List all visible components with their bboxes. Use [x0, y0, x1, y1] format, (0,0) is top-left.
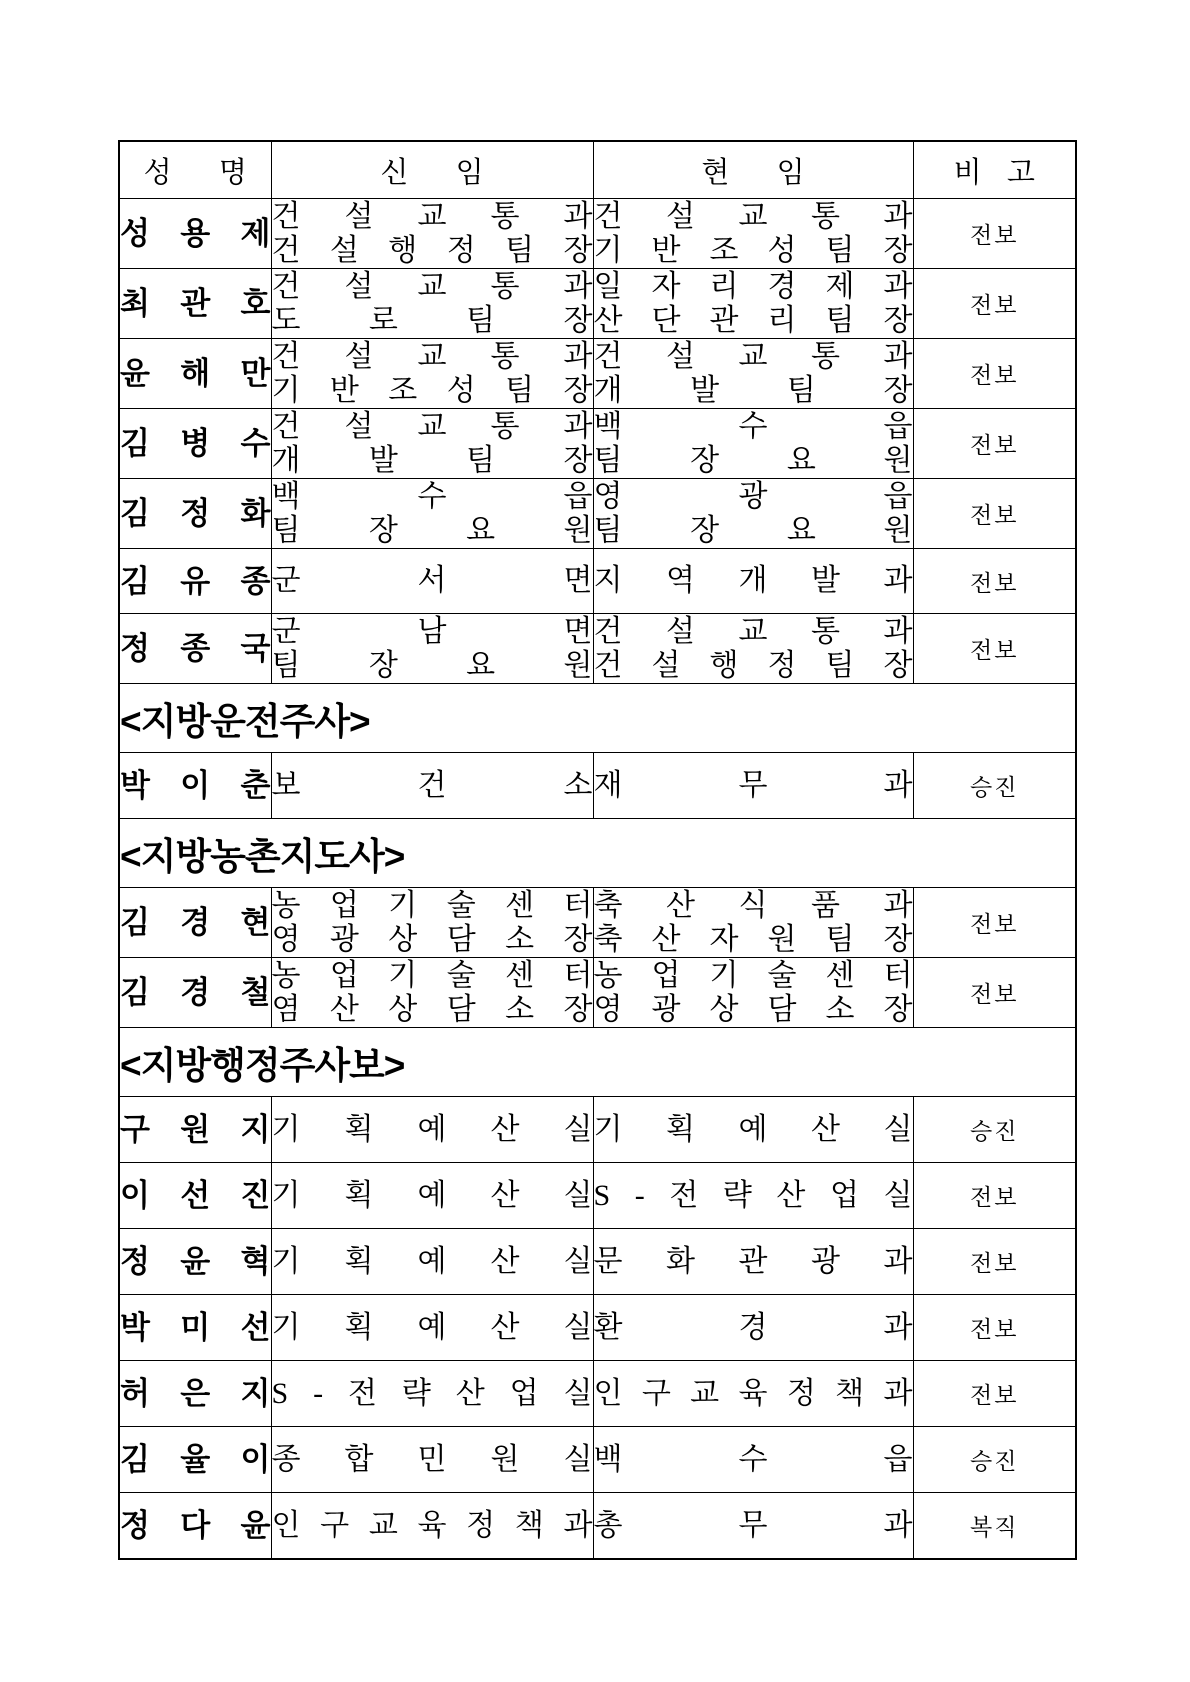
name-text: 김 병 수 [120, 426, 271, 461]
position-line: 건 설 교 통 과 [593, 339, 913, 373]
position-line: 일 자 리 경 제 과 [593, 269, 913, 303]
new-position-cell [271, 199, 593, 269]
table-row [119, 888, 1076, 958]
current-position-cell [593, 958, 913, 1028]
position-line: 기 획 예 산 실 [271, 1178, 593, 1212]
name-cell [119, 888, 271, 958]
name-cell [119, 199, 271, 269]
name-cell [119, 1097, 271, 1163]
remark-cell: 전보 [913, 1361, 1076, 1427]
position-line: 팀 장 요 원 [271, 648, 593, 682]
position-line: 건 설 교 통 과 [593, 199, 913, 233]
position-line: 도 로 팀 장 [271, 303, 593, 337]
position-line: 건 설 교 통 과 [271, 409, 593, 443]
table-row [119, 1493, 1076, 1560]
position-line: 영 광 읍 [593, 479, 913, 513]
position-line: 인 구 교 육 정 책 과 [271, 1508, 593, 1542]
new-position-cell [271, 1295, 593, 1361]
position-line: 농 업 기 술 센 터 [271, 958, 593, 992]
current-position-cell [593, 1361, 913, 1427]
name-text: 정 윤 혁 [120, 1244, 271, 1279]
current-position-cell [593, 409, 913, 479]
name-text: 성 용 제 [120, 216, 271, 251]
new-position-cell [271, 269, 593, 339]
remark-cell: 전보 [913, 199, 1076, 269]
name-cell [119, 269, 271, 339]
position-line: 팀 장 요 원 [593, 443, 913, 477]
position-line: 개 발 팀 장 [593, 373, 913, 407]
current-position-cell [593, 888, 913, 958]
position-line: 기 획 예 산 실 [271, 1310, 593, 1344]
position-line: 영 광 상 담 소 장 [593, 992, 913, 1026]
position-line: 기 반 조 성 팀 장 [593, 233, 913, 267]
position-line: 백 수 읍 [593, 1442, 913, 1476]
position-line: 보 건 소 [271, 768, 593, 802]
new-position-cell [271, 1097, 593, 1163]
name-cell [119, 1229, 271, 1295]
current-position-cell [593, 1493, 913, 1560]
column-header-new-position: 신 임 [271, 141, 593, 199]
column-header-current-position: 현 임 [593, 141, 913, 199]
name-text: 김 경 철 [120, 975, 271, 1010]
remark-cell: 승진 [913, 753, 1076, 819]
section-row [119, 684, 1076, 753]
position-line: 기 획 예 산 실 [271, 1244, 593, 1278]
name-cell [119, 549, 271, 614]
table-row [119, 199, 1076, 269]
section-row [119, 1028, 1076, 1097]
position-line: 개 발 팀 장 [271, 443, 593, 477]
position-line: S - 전 략 산 업 실 [593, 1178, 913, 1212]
column-header-name: 성 명 [119, 141, 271, 199]
position-line: 염 산 상 담 소 장 [271, 992, 593, 1026]
new-position-cell [271, 339, 593, 409]
current-position-cell [593, 269, 913, 339]
current-position-cell [593, 1427, 913, 1493]
remark-cell: 전보 [913, 888, 1076, 958]
position-line: 건 설 교 통 과 [271, 199, 593, 233]
position-line: 축 산 자 원 팀 장 [593, 922, 913, 956]
table-row [119, 269, 1076, 339]
section-row [119, 819, 1076, 888]
name-cell [119, 753, 271, 819]
table-row [119, 479, 1076, 549]
position-line: 환 경 과 [593, 1310, 913, 1344]
name-cell [119, 958, 271, 1028]
column-header-remark: 비 고 [913, 141, 1076, 199]
remark-cell: 복직 [913, 1493, 1076, 1560]
name-cell [119, 1163, 271, 1229]
current-position-cell [593, 339, 913, 409]
section-title: <지방운전주사> [119, 684, 1076, 753]
remark-cell: 전보 [913, 1295, 1076, 1361]
table-row [119, 549, 1076, 614]
position-line: 총 무 과 [593, 1508, 913, 1542]
position-line: S - 전 략 산 업 실 [271, 1376, 593, 1410]
new-position-cell [271, 958, 593, 1028]
remark-cell: 전보 [913, 614, 1076, 684]
position-line: 백 수 읍 [593, 409, 913, 443]
position-line: 영 광 상 담 소 장 [271, 922, 593, 956]
position-line: 건 설 교 통 과 [271, 269, 593, 303]
name-text: 허 은 지 [120, 1376, 271, 1411]
position-line: 인 구 교 육 정 책 과 [593, 1376, 913, 1410]
name-text: 구 원 지 [120, 1112, 271, 1147]
position-line: 농 업 기 술 센 터 [593, 958, 913, 992]
table-row [119, 1163, 1076, 1229]
new-position-cell [271, 888, 593, 958]
name-text: 김 경 현 [120, 905, 271, 940]
remark-cell: 승진 [913, 1427, 1076, 1493]
table-header-row [119, 141, 1076, 199]
current-position-cell [593, 1295, 913, 1361]
position-line: 축 산 식 품 과 [593, 888, 913, 922]
new-position-cell [271, 1493, 593, 1560]
position-line: 건 설 교 통 과 [593, 614, 913, 648]
position-line: 산 단 관 리 팀 장 [593, 303, 913, 337]
new-position-cell [271, 1427, 593, 1493]
position-line: 건 설 행 정 팀 장 [271, 233, 593, 267]
current-position-cell [593, 549, 913, 614]
section-title: <지방행정주사보> [119, 1028, 1076, 1097]
position-line: 재 무 과 [593, 768, 913, 802]
remark-cell: 전보 [913, 479, 1076, 549]
table-row [119, 409, 1076, 479]
table-row [119, 614, 1076, 684]
position-line: 기 반 조 성 팀 장 [271, 373, 593, 407]
position-line: 기 획 예 산 실 [271, 1112, 593, 1146]
new-position-cell [271, 409, 593, 479]
remark-cell: 전보 [913, 339, 1076, 409]
current-position-cell [593, 199, 913, 269]
position-line: 팀 장 요 원 [593, 513, 913, 547]
table-row [119, 1427, 1076, 1493]
current-position-cell [593, 1229, 913, 1295]
position-line: 문 화 관 광 과 [593, 1244, 913, 1278]
name-cell [119, 339, 271, 409]
current-position-cell [593, 753, 913, 819]
remark-cell: 승진 [913, 1097, 1076, 1163]
name-text: 정 다 윤 [120, 1508, 271, 1543]
current-position-cell [593, 614, 913, 684]
name-text: 박 이 춘 [120, 768, 271, 803]
name-cell [119, 1361, 271, 1427]
table-row [119, 1295, 1076, 1361]
name-text: 박 미 선 [120, 1310, 271, 1345]
remark-cell: 전보 [913, 1229, 1076, 1295]
new-position-cell [271, 479, 593, 549]
table-row [119, 1361, 1076, 1427]
table-row [119, 339, 1076, 409]
name-cell [119, 1295, 271, 1361]
name-cell [119, 1427, 271, 1493]
remark-cell: 전보 [913, 958, 1076, 1028]
table-row [119, 753, 1076, 819]
position-line: 지 역 개 발 과 [593, 564, 913, 597]
table-row [119, 1229, 1076, 1295]
position-line: 백 수 읍 [271, 479, 593, 513]
name-text: 정 종 국 [120, 631, 271, 666]
name-text: 김 정 화 [120, 496, 271, 531]
section-title: <지방농촌지도사> [119, 819, 1076, 888]
current-position-cell [593, 1097, 913, 1163]
position-line: 기 획 예 산 실 [593, 1112, 913, 1146]
position-line: 팀 장 요 원 [271, 513, 593, 547]
current-position-cell [593, 479, 913, 549]
name-cell [119, 1493, 271, 1560]
name-cell [119, 479, 271, 549]
new-position-cell [271, 1361, 593, 1427]
position-line: 군 서 면 [271, 564, 593, 597]
position-line: 건 설 행 정 팀 장 [593, 648, 913, 682]
name-cell [119, 409, 271, 479]
current-position-cell [593, 1163, 913, 1229]
remark-cell: 전보 [913, 549, 1076, 614]
new-position-cell [271, 614, 593, 684]
remark-cell: 전보 [913, 269, 1076, 339]
name-text: 이 선 진 [120, 1178, 271, 1213]
position-line: 군 남 면 [271, 614, 593, 648]
remark-cell: 전보 [913, 409, 1076, 479]
personnel-transfer-table [118, 140, 1077, 1560]
position-line: 농 업 기 술 센 터 [271, 888, 593, 922]
remark-cell: 전보 [913, 1163, 1076, 1229]
table-row [119, 1097, 1076, 1163]
name-text: 김 율 이 [120, 1442, 271, 1477]
name-text: 김 유 종 [120, 563, 271, 599]
name-cell [119, 614, 271, 684]
name-text: 최 관 호 [120, 286, 271, 321]
table-row [119, 958, 1076, 1028]
position-line: 건 설 교 통 과 [271, 339, 593, 373]
name-text: 윤 해 만 [120, 356, 271, 391]
new-position-cell [271, 1229, 593, 1295]
position-line: 종 합 민 원 실 [271, 1442, 593, 1476]
new-position-cell [271, 753, 593, 819]
new-position-cell [271, 1163, 593, 1229]
new-position-cell [271, 549, 593, 614]
